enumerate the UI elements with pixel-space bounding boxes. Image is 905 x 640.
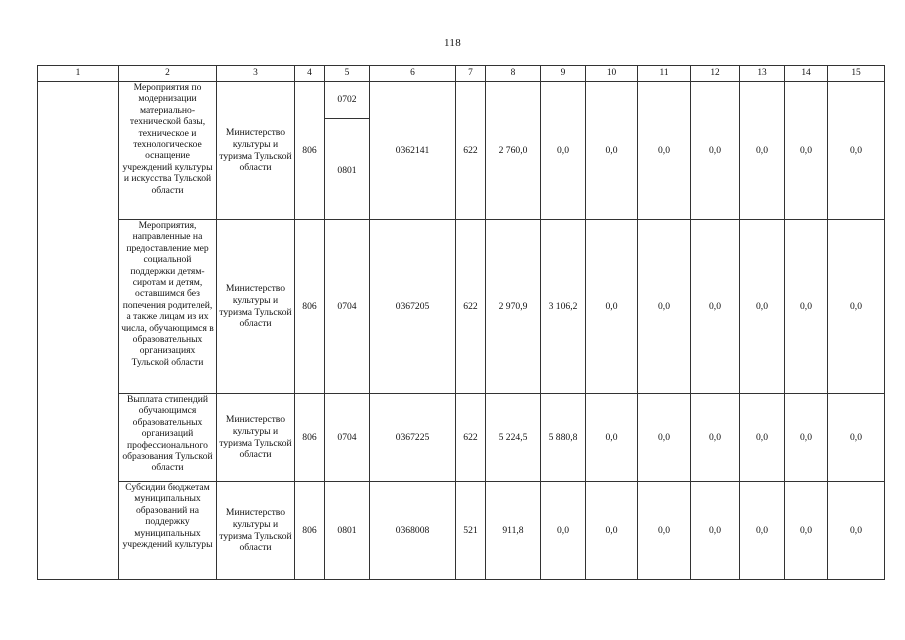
row-cell: 0,0 — [638, 220, 691, 394]
column-header: 7 — [456, 66, 486, 82]
row-cell: 0704 — [325, 394, 370, 482]
column-header: 9 — [541, 66, 586, 82]
row-cell: 0,0 — [785, 82, 828, 220]
column-header: 12 — [691, 66, 740, 82]
budget-table — [37, 65, 885, 580]
page-number: 118 — [444, 37, 461, 49]
section-code-bottom: 0801 — [337, 165, 357, 176]
table-row — [38, 394, 885, 482]
column-header: 8 — [486, 66, 541, 82]
row-organization: Министерство культуры и туризма Тульской области — [217, 82, 295, 220]
row-cell: 0367205 — [370, 220, 456, 394]
row-cell: 0362141 — [370, 82, 456, 220]
row-cell: 0,0 — [740, 394, 785, 482]
row-cell: 0,0 — [638, 394, 691, 482]
header-row — [38, 66, 885, 82]
row-organization: Министерство культуры и туризма Тульской области — [217, 482, 295, 580]
row-cell: 806 — [295, 220, 325, 394]
row-cell: 0,0 — [785, 394, 828, 482]
row-cell: 0,0 — [828, 394, 885, 482]
column-header: 4 — [295, 66, 325, 82]
row-cell: 0,0 — [586, 82, 638, 220]
row-cell: 806 — [295, 482, 325, 580]
row-cell: 3 106,2 — [541, 220, 586, 394]
row-description: Выплата стипендий обучающимся образовательных организаций профессионального образования Тульской области — [119, 394, 217, 482]
column-header: 6 — [370, 66, 456, 82]
row-cell: 2 760,0 — [486, 82, 541, 220]
row-cell: 806 — [295, 394, 325, 482]
row-cell: 0,0 — [740, 82, 785, 220]
row-cell: 622 — [456, 220, 486, 394]
column-header: 10 — [586, 66, 638, 82]
column-header: 3 — [217, 66, 295, 82]
row-cell: 0,0 — [691, 82, 740, 220]
row-cell: 0,0 — [691, 482, 740, 580]
row-cell: 0367225 — [370, 394, 456, 482]
row-cell: 521 — [456, 482, 486, 580]
row-cell: 0,0 — [691, 220, 740, 394]
table-row — [38, 482, 885, 580]
empty-group-cell — [38, 82, 119, 580]
row-cell: 0,0 — [691, 394, 740, 482]
table-row — [38, 82, 885, 220]
column-header: 11 — [638, 66, 691, 82]
row-cell: 0368008 — [370, 482, 456, 580]
row-cell: 0,0 — [586, 394, 638, 482]
column-header: 13 — [740, 66, 785, 82]
row-cell: 0,0 — [541, 482, 586, 580]
row-cell: 5 880,8 — [541, 394, 586, 482]
row-organization: Министерство культуры и туризма Тульской области — [217, 394, 295, 482]
column-header: 5 — [325, 66, 370, 82]
table-row — [38, 220, 885, 394]
row-cell: 5 224,5 — [486, 394, 541, 482]
row-cell: 0,0 — [638, 82, 691, 220]
row-cell: 0,0 — [785, 220, 828, 394]
row-cell: 622 — [456, 82, 486, 220]
row-description: Субсидии бюджетам муниципальных образований на поддержку муниципальных учреждений культуры — [119, 482, 217, 580]
row-description: Мероприятия, направленные на предоставление мер социальной поддержки детям-сиротам и детям, оставшимся без попечения родителей, а также лицам из их числа, обучающимся в образовательных организациях Тульской области — [119, 220, 217, 394]
row-description: Мероприятия по модернизации материально-технической базы, техническое и технологическое оснащение учреждений культуры и искусства Тульской области — [119, 82, 217, 220]
row-cell: 0,0 — [828, 82, 885, 220]
column-header: 14 — [785, 66, 828, 82]
column-header: 2 — [119, 66, 217, 82]
row-organization: Министерство культуры и туризма Тульской области — [217, 220, 295, 394]
row-section-cell — [325, 82, 370, 220]
row-cell: 0704 — [325, 220, 370, 394]
row-cell: 0,0 — [638, 482, 691, 580]
row-cell: 2 970,9 — [486, 220, 541, 394]
row-cell: 0,0 — [785, 482, 828, 580]
row-cell: 0,0 — [828, 220, 885, 394]
row-cell: 806 — [295, 82, 325, 220]
row-cell: 622 — [456, 394, 486, 482]
row-cell: 0801 — [325, 482, 370, 580]
column-header: 1 — [38, 66, 119, 82]
row-cell: 0,0 — [740, 482, 785, 580]
row-cell: 0,0 — [586, 220, 638, 394]
section-code-top: 0702 — [325, 82, 370, 119]
column-header: 15 — [828, 66, 885, 82]
row-cell: 0,0 — [828, 482, 885, 580]
row-cell: 0,0 — [541, 82, 586, 220]
row-cell: 0,0 — [740, 220, 785, 394]
row-cell: 0,0 — [586, 482, 638, 580]
row-cell: 911,8 — [486, 482, 541, 580]
